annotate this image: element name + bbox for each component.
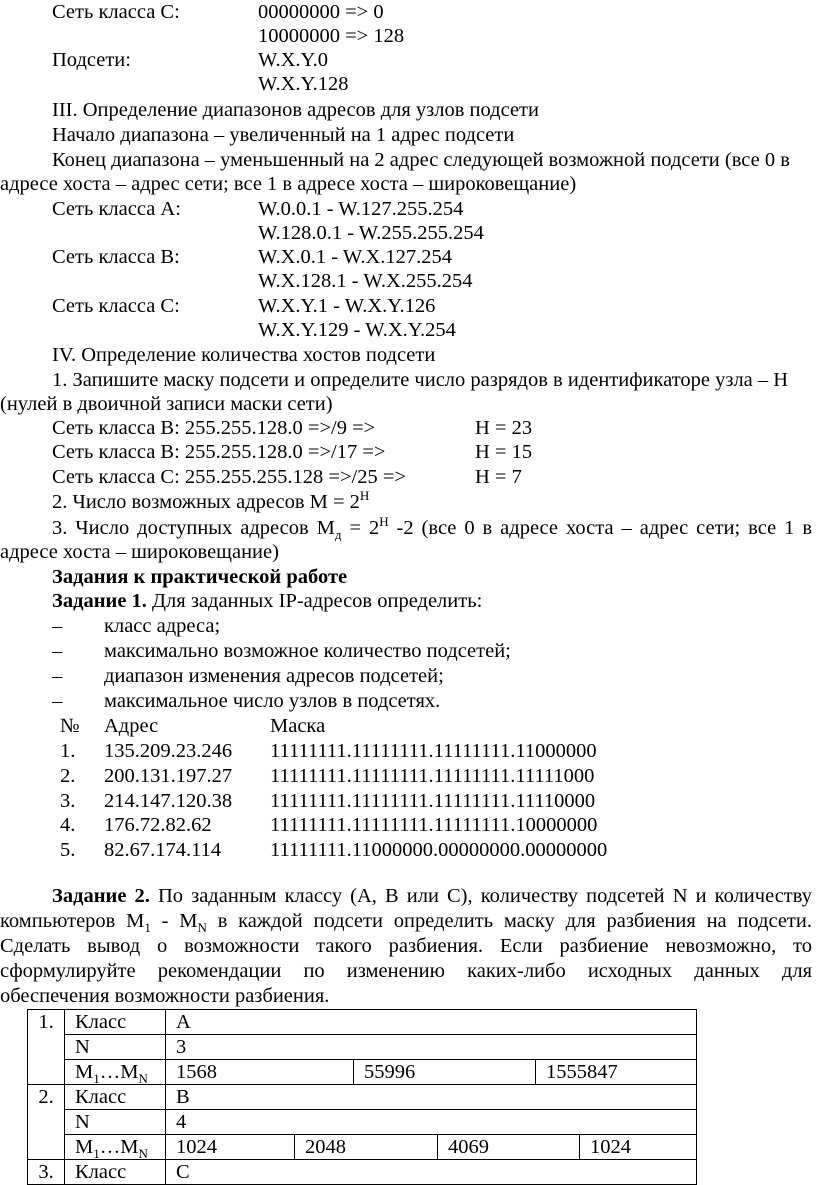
row-mask: 11111111.11000000.00000000.00000000 [270,839,608,861]
bullet-text: максимальное число узлов в подсетях. [104,690,441,712]
class-label: Класс [65,1085,166,1110]
row-addr: 82.67.174.114 [104,839,222,861]
group-number: 2. [28,1085,65,1160]
section-3-heading: III. Определение диапазонов адресов для узлов подсети [52,99,539,121]
m-value: 4069 [437,1135,579,1159]
class-label: Класс [65,1160,166,1185]
class-a-range: W.0.0.1 - W.127.255.254 [258,198,464,220]
m-value: 1024 [176,1136,217,1158]
host-calc-left: Сеть класса В: 255.255.128.0 =>/17 => [52,441,386,463]
task-2-table [27,1009,697,1185]
practice-heading: Задания к практической работе [52,566,348,588]
col-mask-header: Маска [270,715,326,737]
m-values [166,1135,697,1160]
class-c-label: Сеть класса С: [52,1,180,23]
item-1-text: 1. Запишите маску подсети и определите число разрядов в идентификаторе узла – H [52,369,789,391]
host-calc-right: H = 23 [475,417,533,439]
col-addr-header: Адрес [104,715,159,737]
subnet-value: W.X.Y.128 [258,73,349,95]
table-row [28,1010,697,1035]
table-row [28,1135,697,1160]
m-value: 1024 [579,1135,696,1159]
class-c-label: Сеть класса С: [52,295,180,317]
row-num: 4. [60,814,76,836]
class-a-label: Сеть класса А: [52,198,181,220]
n-label: N [65,1110,166,1135]
class-b-range: W.X.128.1 - W.X.255.254 [258,270,473,292]
row-num: 2. [60,765,76,787]
class-a-range: W.128.0.1 - W.255.255.254 [258,222,484,244]
range-start-text: Начало диапазона – увеличенный на 1 адрес подсети [52,124,515,146]
subnets-label: Подсети: [52,49,131,71]
class-value: C [166,1160,697,1185]
row-addr: 135.209.23.246 [104,740,233,762]
host-calc-right: H = 15 [475,441,533,463]
item-1-text: (нулей в двоичной записи маски сети) [0,393,333,415]
bullet-text: класс адреса; [104,615,221,637]
host-calc-left: Сеть класса В: 255.255.128.0 =>/9 => [52,417,376,439]
range-end-text: адресе хоста – адрес сети; все 1 в адресе хоста – широковещание) [0,173,577,195]
bullet-dash: – [52,665,63,687]
m-value: 1555847 [535,1060,696,1084]
table-row [28,1035,697,1060]
class-label: Класс [65,1010,166,1035]
row-addr: 200.131.197.27 [104,765,233,787]
host-calc-left: Сеть класса С: 255.255.255.128 =>/25 => [52,466,406,488]
table-row [28,1060,697,1085]
bullet-dash: – [52,615,63,637]
class-c-value: 10000000 => 128 [258,25,405,47]
class-c-range: W.X.Y.1 - W.X.Y.126 [258,295,436,317]
task-2-text: компьютеров $M_1 - M_N$ в каждой подсети определить маску для разбиения на подсети. [0,910,812,936]
row-num: 1. [60,740,76,762]
group-number: 3. [28,1160,65,1185]
item-2-text: 2. Число возможных адресов $M = 2^H$ [52,488,370,513]
group-number: 1. [28,1010,65,1085]
m-label: $M_1\dots M_N$ [65,1060,166,1085]
class-c-value: 00000000 => 0 [258,1,384,23]
task-2-text: Сделать вывод о возможности такого разбиения. Если разбиение невозможно, то [0,935,812,957]
n-label: N [65,1035,166,1060]
table-row [28,1110,697,1135]
row-addr: 176.72.82.62 [104,814,212,836]
class-value: A [166,1010,697,1035]
n-value: 4 [166,1110,697,1135]
row-addr: 214.147.120.38 [104,790,233,812]
class-c-range: W.X.Y.129 - W.X.Y.254 [258,319,456,341]
class-b-label: Сеть класса В: [52,246,180,268]
bullet-dash: – [52,640,63,662]
item-3-text: адресе хоста – широковещание) [0,541,279,563]
row-mask: 11111111.11111111.11111111.10000000 [270,814,598,836]
row-mask: 11111111.11111111.11111111.11110000 [270,790,596,812]
task-1-intro: Задание 1. Для заданных IP-адресов определить: [52,590,483,612]
bullet-text: максимально возможное количество подсетей; [104,640,511,662]
m-values [166,1060,697,1085]
item-3-text: 3. Число доступных адресов $M_д = 2^H$ -2 (все 0 в адресе хоста – адрес сети; все 1 в [52,514,812,543]
row-mask: 11111111.11111111.11111111.11000000 [270,740,597,762]
class-b-range: W.X.0.1 - W.X.127.254 [258,246,452,268]
m-value: 55996 [353,1060,535,1084]
col-num-header: № [60,715,80,737]
m-value: 1568 [176,1061,217,1083]
row-num: 3. [60,790,76,812]
m-value: 2048 [294,1135,437,1159]
table-row [28,1160,697,1185]
table-row [28,1085,697,1110]
bullet-text: диапазон изменения адресов подсетей; [104,665,444,687]
section-4-heading: IV. Определение количества хостов подсети [52,344,436,366]
task-2-text: сформулируйте рекомендации по изменению каких-либо исходных данных для [0,960,812,982]
host-calc-right: H = 7 [475,466,522,488]
row-mask: 11111111.11111111.11111111.11111000 [270,765,595,787]
n-value: 3 [166,1035,697,1060]
range-end-text: Конец диапазона – уменьшенный на 2 адрес следующей возможной подсети (все 0 в [52,149,790,171]
bullet-dash: – [52,690,63,712]
class-value: B [166,1085,697,1110]
m-label: $M_1\dots M_N$ [65,1135,166,1160]
task-2-text: Задание 2. По заданным классу (A, B или C), количеству подсетей N и количеству [52,885,812,907]
subnet-value: W.X.Y.0 [258,49,329,71]
task-2-text: обеспечения возможности разбиения. [0,985,330,1007]
row-num: 5. [60,839,76,861]
